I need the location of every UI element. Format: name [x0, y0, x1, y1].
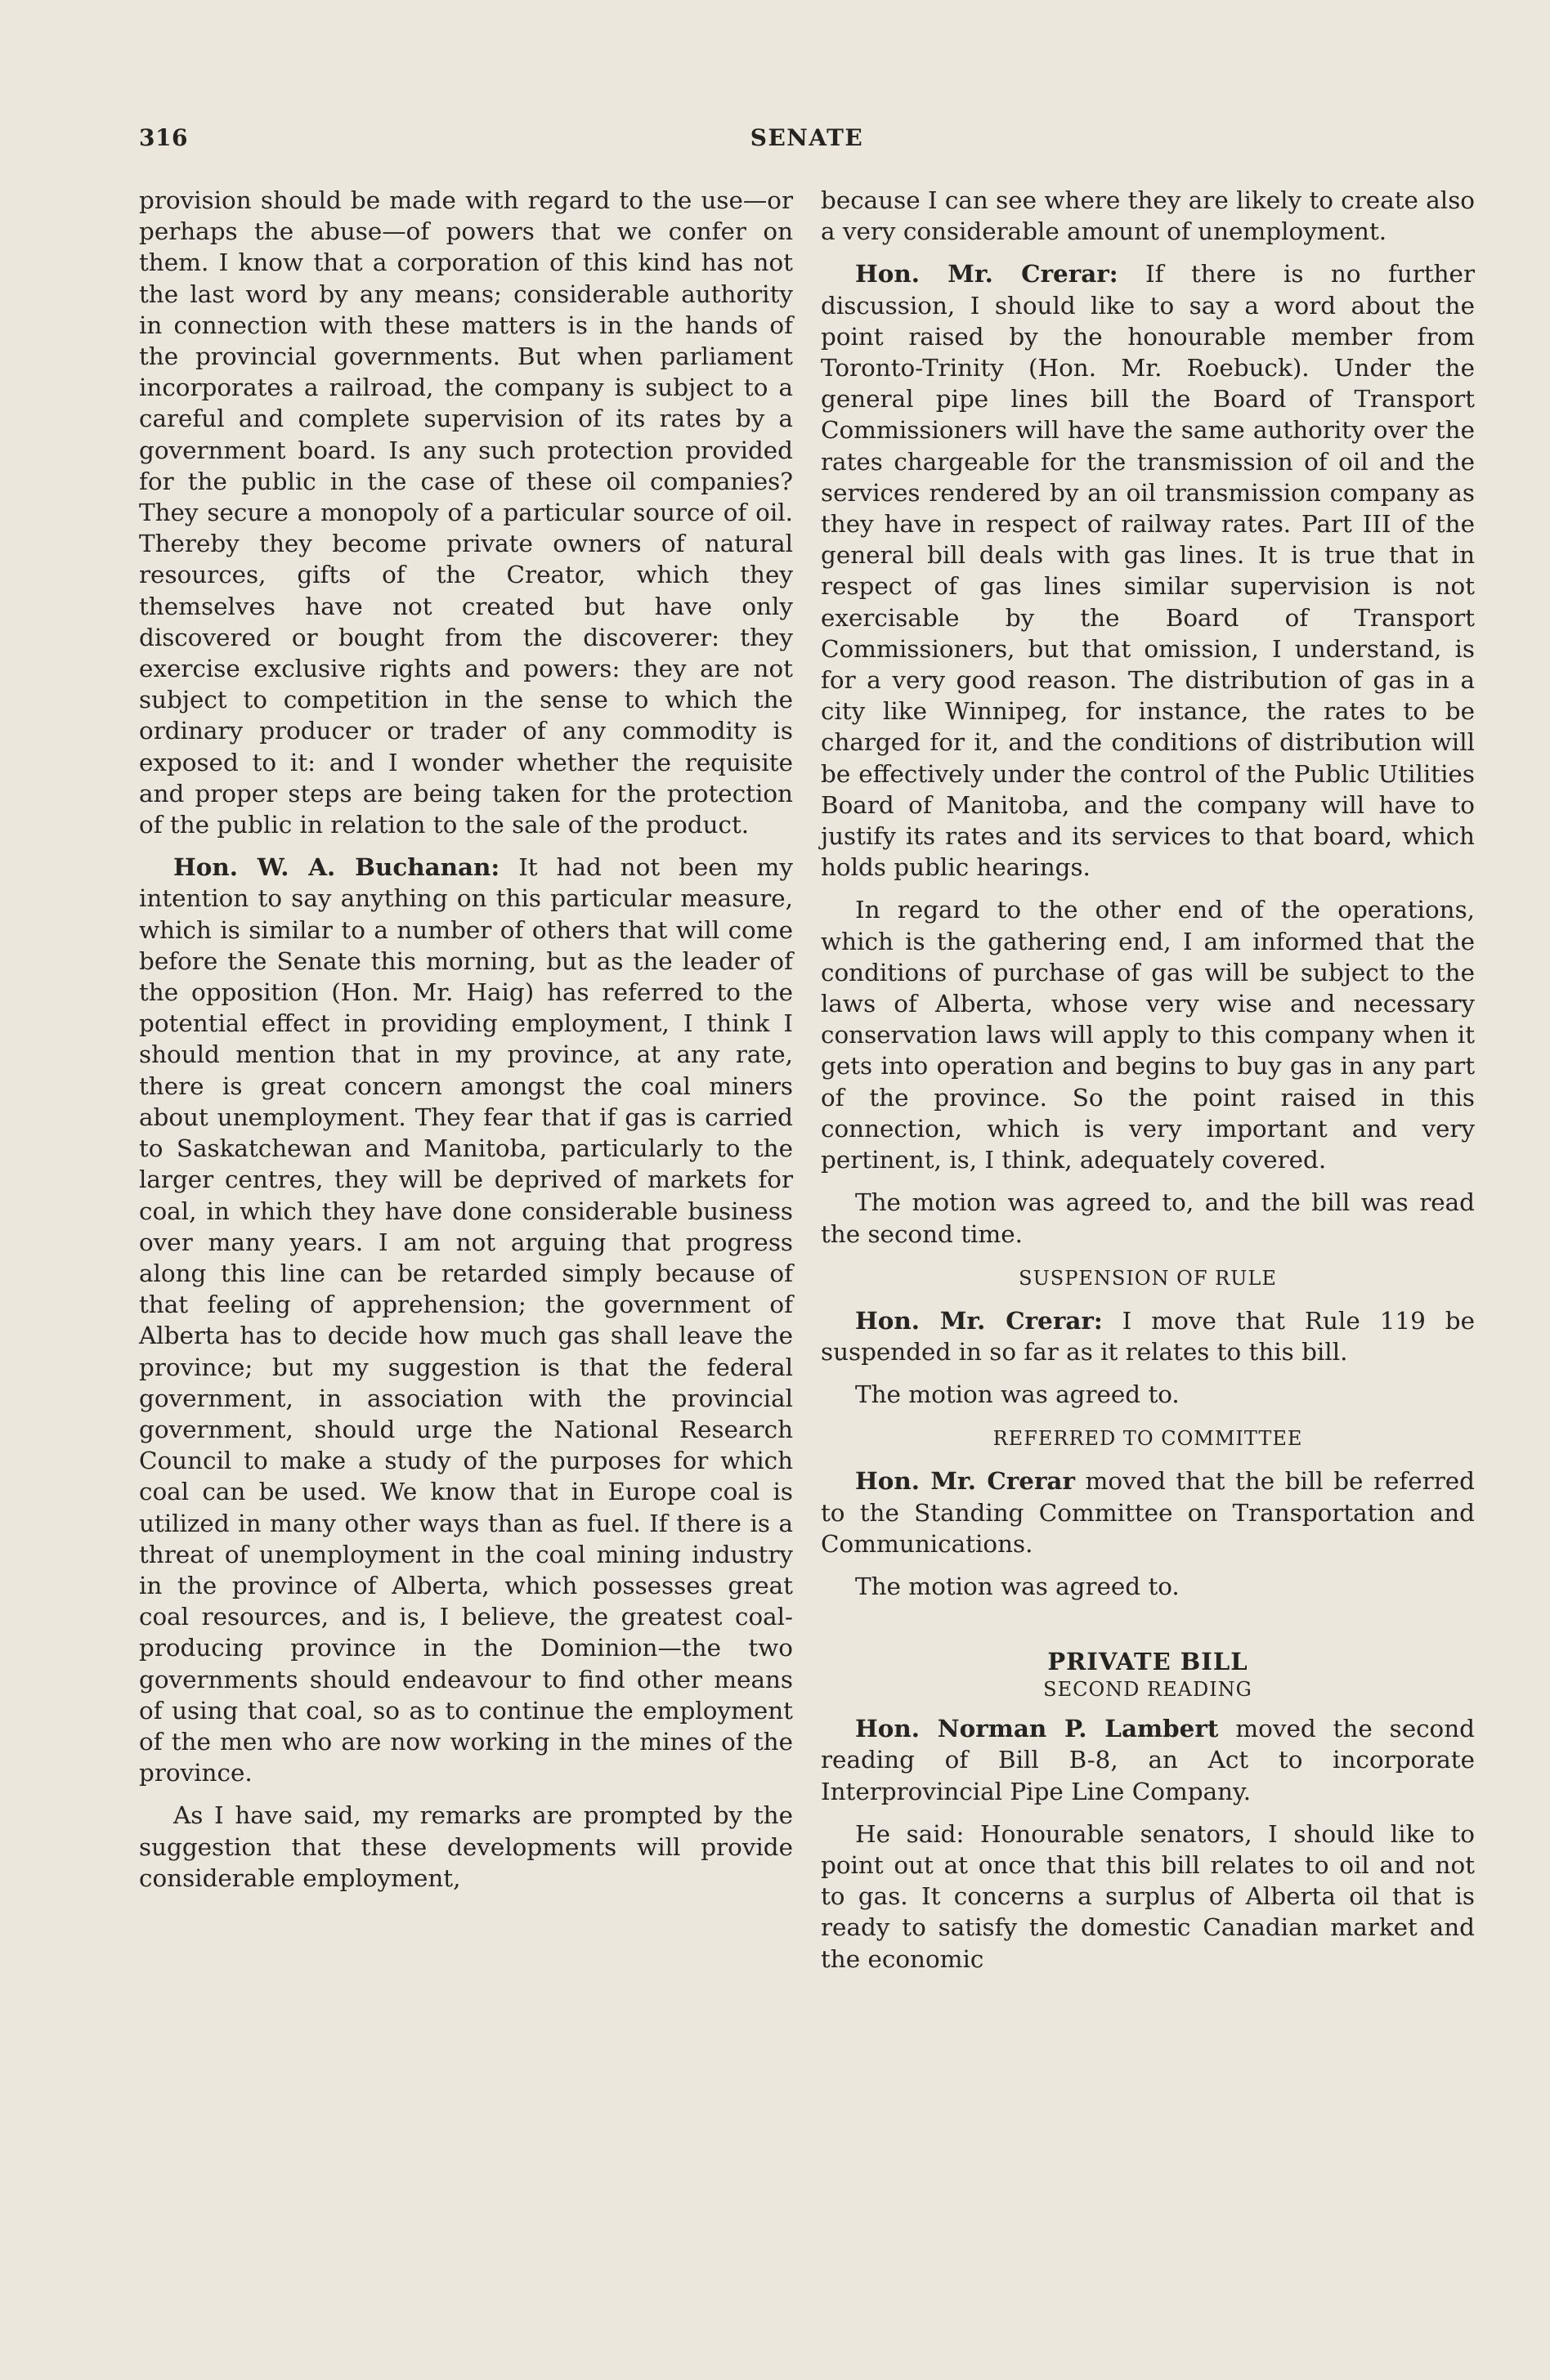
paragraph: He said: Honourable senators, I should like to point out at once that this bill relates to oil and not to gas. It concerns a surplus of Alberta oil that is ready to satisfy the domestic Canadian market and the economic	[821, 1819, 1475, 1973]
paragraph-text: moved that the bill be referred to the Standing Committee on Transportation and Communications.	[821, 1467, 1475, 1558]
section-heading: SUSPENSION OF RULE	[1019, 1266, 1277, 1290]
page-number: 316	[139, 124, 188, 151]
paragraph: The motion was agreed to, and the bill was read the second time.	[821, 1188, 1475, 1248]
paragraph	[821, 1305, 1475, 1367]
speaker-name: Hon. Norman P. Lambert	[855, 1714, 1219, 1743]
sub-heading: SECOND READING	[1043, 1678, 1252, 1702]
speaker-name: Hon. W. A. Buchanan:	[173, 852, 500, 882]
paragraph: The motion was agreed to.	[855, 1572, 1180, 1600]
paragraph-text: I move that Rule 119 be suspended in so far as it relates to this bill.	[821, 1306, 1475, 1366]
speaker-name: Hon. Mr. Crerar:	[855, 1305, 1103, 1335]
right-column	[821, 185, 1475, 1986]
section-heading: REFERRED TO COMMITTEE	[992, 1427, 1303, 1451]
left-column	[139, 185, 793, 1905]
paragraph: As I have said, my remarks are prompted by the suggestion that these developments will provide considerable employment,	[139, 1801, 793, 1892]
paragraph: The motion was agreed to.	[855, 1380, 1180, 1409]
paragraph	[821, 1713, 1475, 1807]
paragraph-text: If there is no further discussion, I should like to say a word about the point raised by the honourable member from Toronto-Trinity (Hon. Mr. Roebuck). Under the general pipe lines bill the Board of Transport Commissioners will have the same authority over the rates chargeable for the transmission of oil and the services rendered by an oil transmission company as they have in respect of railway rates. Part III of the general bill deals with gas lines. It is true that in respect of gas lines similar supervision is not exercisable by the Board of Transport Commissioners, but that omission, I understand, is for a very good reason. The distribution of gas in a city like Winnipeg, for instance, the rates to be charged for it, and the conditions of distribution will be effectively under the control of the Public Utilities Board of Manitoba, and the company will have to justify its rates and its services to that board, which holds public hearings.	[821, 260, 1476, 882]
paragraph	[821, 1465, 1475, 1559]
paragraph	[139, 852, 793, 1788]
paragraph	[821, 258, 1475, 883]
running-head	[139, 124, 1475, 157]
running-title: SENATE	[750, 124, 864, 151]
paragraph: In regard to the other end of the operations, which is the gathering end, I am informed that the conditions of purchase of gas will be subject to the laws of Alberta, whose very wise and necessary conservation laws will apply to this company when it gets into operation and begins to buy gas in any part of the province. So the point raised in this connection, which is very important and very pertinent, is, I think, adequately covered.	[821, 896, 1475, 1174]
paragraph: because I can see where they are likely to create also a very considerable amount of unemployment.	[821, 186, 1475, 246]
paragraph-text: It had not been my intention to say anything on this particular measure, which is similar to a number of others that will come before the Senate this morning, but as the leader of the opposition (Hon. Mr. Haig) has referred to the potential effect in providing employment, I think I should mention that in my province, at any rate, there is great concern amongst the coal miners about unemployment. They fear that if gas is carried to Saskatchewan and Manitoba, particularly to the larger centres, they will be deprived of markets for coal, in which they have done considerable business over many years. I am not arguing that progress along this line can be retarded simply because of that feeling of apprehension; the government of Alberta has to decide how much gas shall leave the province; but my suggestion is that the federal government, in association with the provincial government, should urge the National Research Council to make a study of the purposes for which coal can be used. We know that in Europe coal is utilized in many other ways than as fuel. If there is a threat of unemployment in the coal mining industry in the province of Alberta, which possesses great coal resources, and is, I believe, the greatest coal-producing province in the Dominion—the two governments should endeavour to find other means of using that coal, so as to continue the employment of the men who are now working in the mines of the province.	[139, 853, 794, 1787]
speaker-name: Hon. Mr. Crerar:	[855, 259, 1118, 289]
paragraph: provision should be made with regard to the use—or perhaps the abuse—of powers that we confer on them. I know that a corporation of this kind has not the last word by any means; considerable authority in connection with these matters is in the hands of the provincial governments. But when parliament incorporates a railroad, the company is subject to a careful and complete supervision of its rates by a government board. Is any such protection provided for the public in the case of these oil companies? They secure a monopoly of a particular source of oil. Thereby they become private owners of natural resources, gifts of the Creator, which they themselves have not created but have only discovered or bought from the discoverer: they exercise exclusive rights and powers: they are not subject to competition in the sense to which the ordinary producer or trader of any commodity is exposed to it: and I wonder whether the requisite and proper steps are being taken for the protection of the public in relation to the sale of the product.	[139, 186, 793, 839]
speaker-name: Hon. Mr. Crerar	[855, 1466, 1075, 1496]
paragraph-text: moved the second reading of Bill B-8, an Act to incorporate Interprovincial Pipe Line Company.	[821, 1715, 1475, 1805]
major-heading: PRIVATE BILL	[1047, 1648, 1248, 1676]
